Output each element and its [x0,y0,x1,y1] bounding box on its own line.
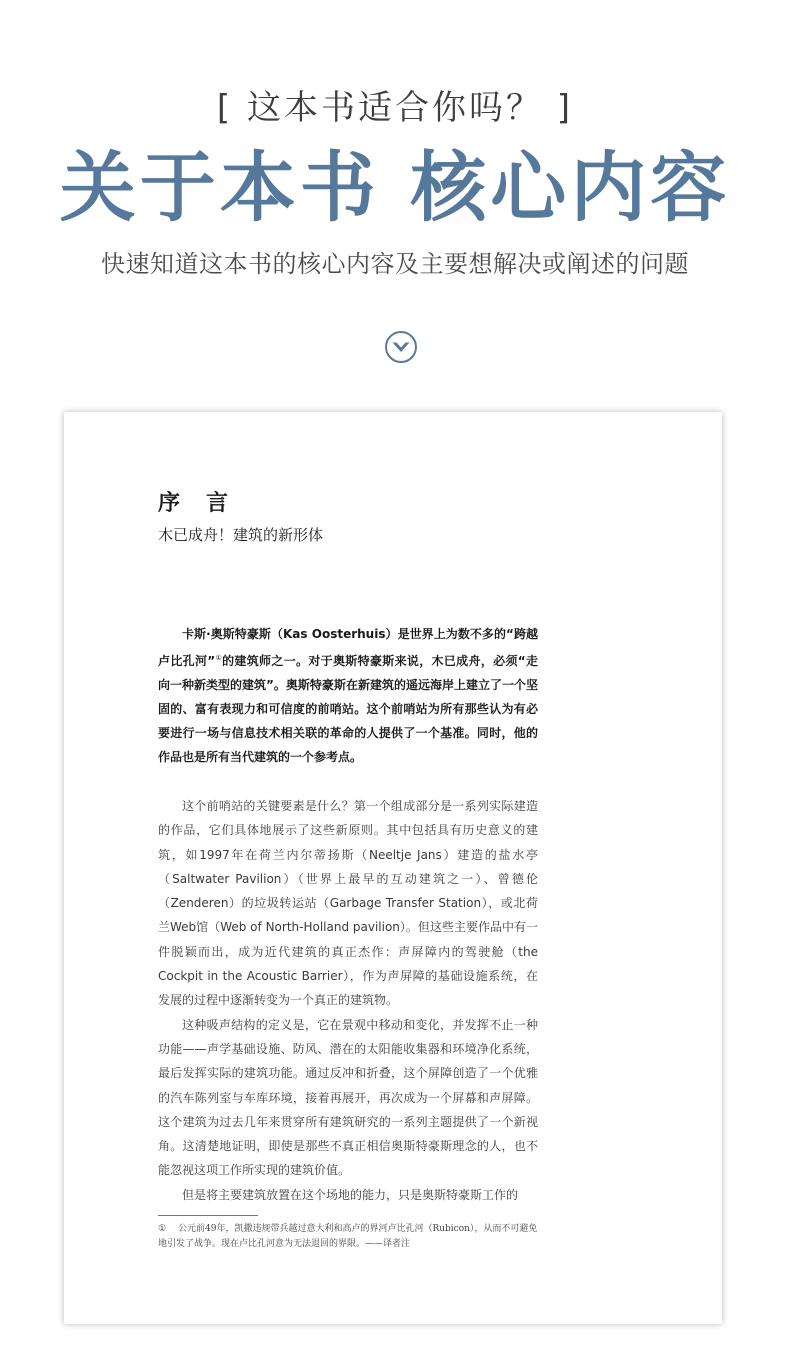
header-question: [ 这本书适合你吗？ ] [216,88,574,128]
footnote-ref: ① [215,654,223,662]
body-paragraph: 这个前哨站的关键要素是什么？第一个组成部分是一系列实际建造的作品，它们具体地展示了这些新原则。其中包括具有历史意义的建筑，如1997年在荷兰内尔蒂扬斯（Neeltje Jans）建造的盐水亭（Saltwater Pavilion）（世界上最早的互动建筑之一）、曾德伦（Zenderen）的垃圾转运站（Garbage Transfer Station），或北荷兰Web馆（Web of North-Holland pavilion）。但这些主要作品中有一件脱颖而出，成为近代建筑的真正杰作：声屏障内的驾驶舱（the Cockpit in the Acoustic Barrier），作为声屏障的基础设施系统，在发展的过程中逐渐转变为一个真正的建筑物。 [158,799,538,1008]
body-text [158,794,538,1207]
lead-paragraph [158,622,538,769]
lead-paragraph-part1: 卡斯·奥斯特豪斯（Kas Oosterhuis）是世界上为数不多的“跨越卢比孔河” [158,627,538,668]
header-subtitle: 快速知道这本书的核心内容及主要想解决或阐述的问题 [101,250,689,278]
chevron-down-circle-icon[interactable] [384,330,418,364]
footnote-marker: ① [158,1224,167,1234]
book-page [64,412,722,1324]
preface-heading: 序 言 [158,491,231,516]
body-paragraph: 但是将主要建筑放置在这个场地的能力，只是奥斯特豪斯工作的 [182,1187,519,1202]
footnote-text: 公元前49年，凯撒违规带兵越过意大利和高卢的界河卢比孔河（Rubicon），从而不可避免地引发了战争。现在卢比孔河意为无法退回的界限。——译者注 [158,1224,538,1249]
footnote-divider [158,1215,258,1216]
header-title: 关于本书 核心内容 [59,143,731,232]
lead-paragraph-part2: 的建筑师之一。对于奥斯特豪斯来说，木已成舟，必须“走向一种新类型的建筑”。奥斯特豪斯在新建筑的遥远海岸上建立了一个坚固的、富有表现力和可信度的前哨站。这个前哨站为所有那些认为有必要进行一场与信息技术相关联的革命的人提供了一个基准。同时，他的作品也是所有当代建筑的一个参考点。 [158,654,538,764]
footnote [158,1222,538,1252]
preface-subheading: 木已成舟！建筑的新形体 [158,526,324,544]
body-paragraph: 这种吸声结构的定义是，它在景观中移动和变化，并发挥不止一种功能——声学基础设施、防风、潜在的太阳能收集器和环境净化系统，最后发挥实际的建筑功能。通过反冲和折叠，这个屏障创造了一个优雅的汽车陈列室与车库环境，接着再展开，再次成为一个屏幕和声屏障。这个建筑为过去几年来贯穿所有建筑研究的一系列主题提供了一个新视角。这清楚地证明，即使是那些不真正相信奥斯特豪斯理念的人，也不能忽视这项工作所实现的建筑价值。 [158,1017,538,1178]
